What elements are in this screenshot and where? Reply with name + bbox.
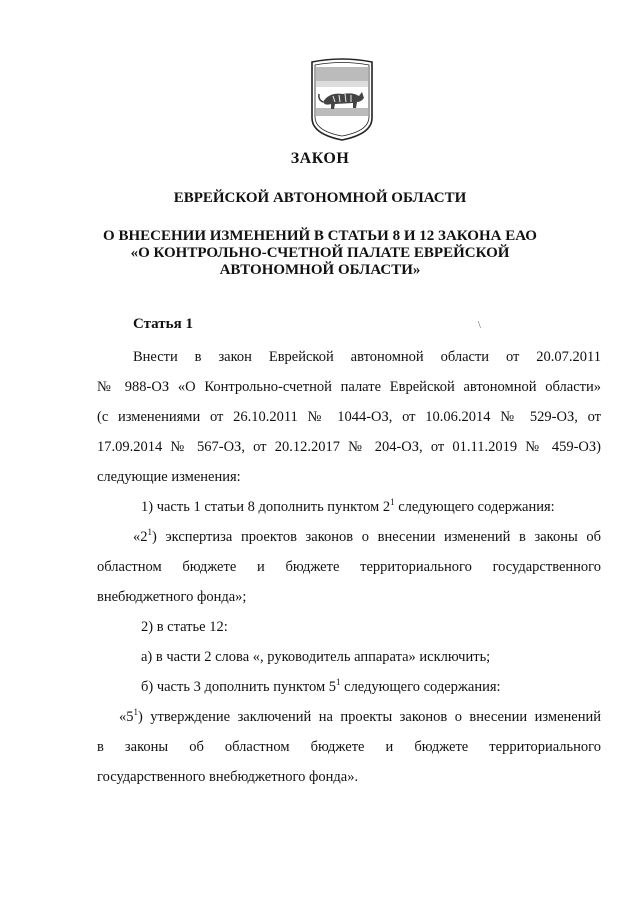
intro-line: (с изменениями от 26.10.2011 № 1044-ОЗ, от 10.06.2014 № 529-ОЗ, от (97, 409, 601, 425)
quote-2-line: в законы об областном бюджете и бюджете территориального (97, 739, 601, 755)
intro-line: Внести в закон Еврейской автономной области от 20.07.2011 (133, 349, 601, 365)
intro-end: следующие изменения: (97, 469, 241, 485)
quote-2-line: «$5^1$) утверждение заключений на проекты законов о внесении изменений (119, 707, 601, 725)
article-heading: Статья 1 (133, 316, 193, 332)
region-heading: ЕВРЕЙСКОЙ АВТОНОМНОЙ ОБЛАСТИ (173, 190, 467, 206)
intro-line: 17.09.2014 № 567-ОЗ, от 20.12.2017 № 204-ОЗ, от 01.11.2019 № 459-ОЗ) (97, 439, 601, 455)
law-title (0, 228, 640, 279)
document-type-heading: ЗАКОН (290, 150, 350, 167)
law-title-line: «О КОНТРОЛЬНО-СЧЕТНОЙ ПАЛАТЕ ЕВРЕЙСКОЙ (130, 245, 510, 261)
tiger-emblem-icon (309, 56, 375, 142)
quote-1-end: внебюджетного фонда»; (97, 589, 247, 605)
list-item-2b: б) часть 3 дополнить пунктом $5^1$ следующего содержания: (141, 677, 501, 695)
law-title-line: О ВНЕСЕНИИ ИЗМЕНЕНИЙ В СТАТЬИ 8 И 12 ЗАКОНА ЕАО (103, 228, 537, 244)
law-title-line: АВТОНОМНОЙ ОБЛАСТИ» (219, 262, 421, 278)
intro-line: № 988-ОЗ «О Контрольно-счетной палате Еврейской автономной области» (97, 379, 601, 395)
intro-paragraph (97, 342, 601, 462)
quote-2-end: государственного внебюджетного фонда». (97, 769, 359, 785)
list-item-2a: а) в части 2 слова «, руководитель аппарата» исключить; (141, 649, 491, 665)
quote-1 (97, 522, 601, 582)
list-item-2: 2) в статье 12: (141, 619, 228, 635)
list-item-1: 1) часть 1 статьи 8 дополнить пунктом $2^1$ следующего содержания: (141, 497, 555, 515)
quote-1-line: «$2^1$) экспертиза проектов законов о внесении изменений в законы об (133, 527, 601, 545)
stray-mark: \ (478, 320, 481, 331)
quote-2 (97, 702, 601, 762)
coat-of-arms-emblem (309, 56, 375, 142)
quote-1-line: областном бюджете и бюджете территориального государственного (97, 559, 601, 575)
